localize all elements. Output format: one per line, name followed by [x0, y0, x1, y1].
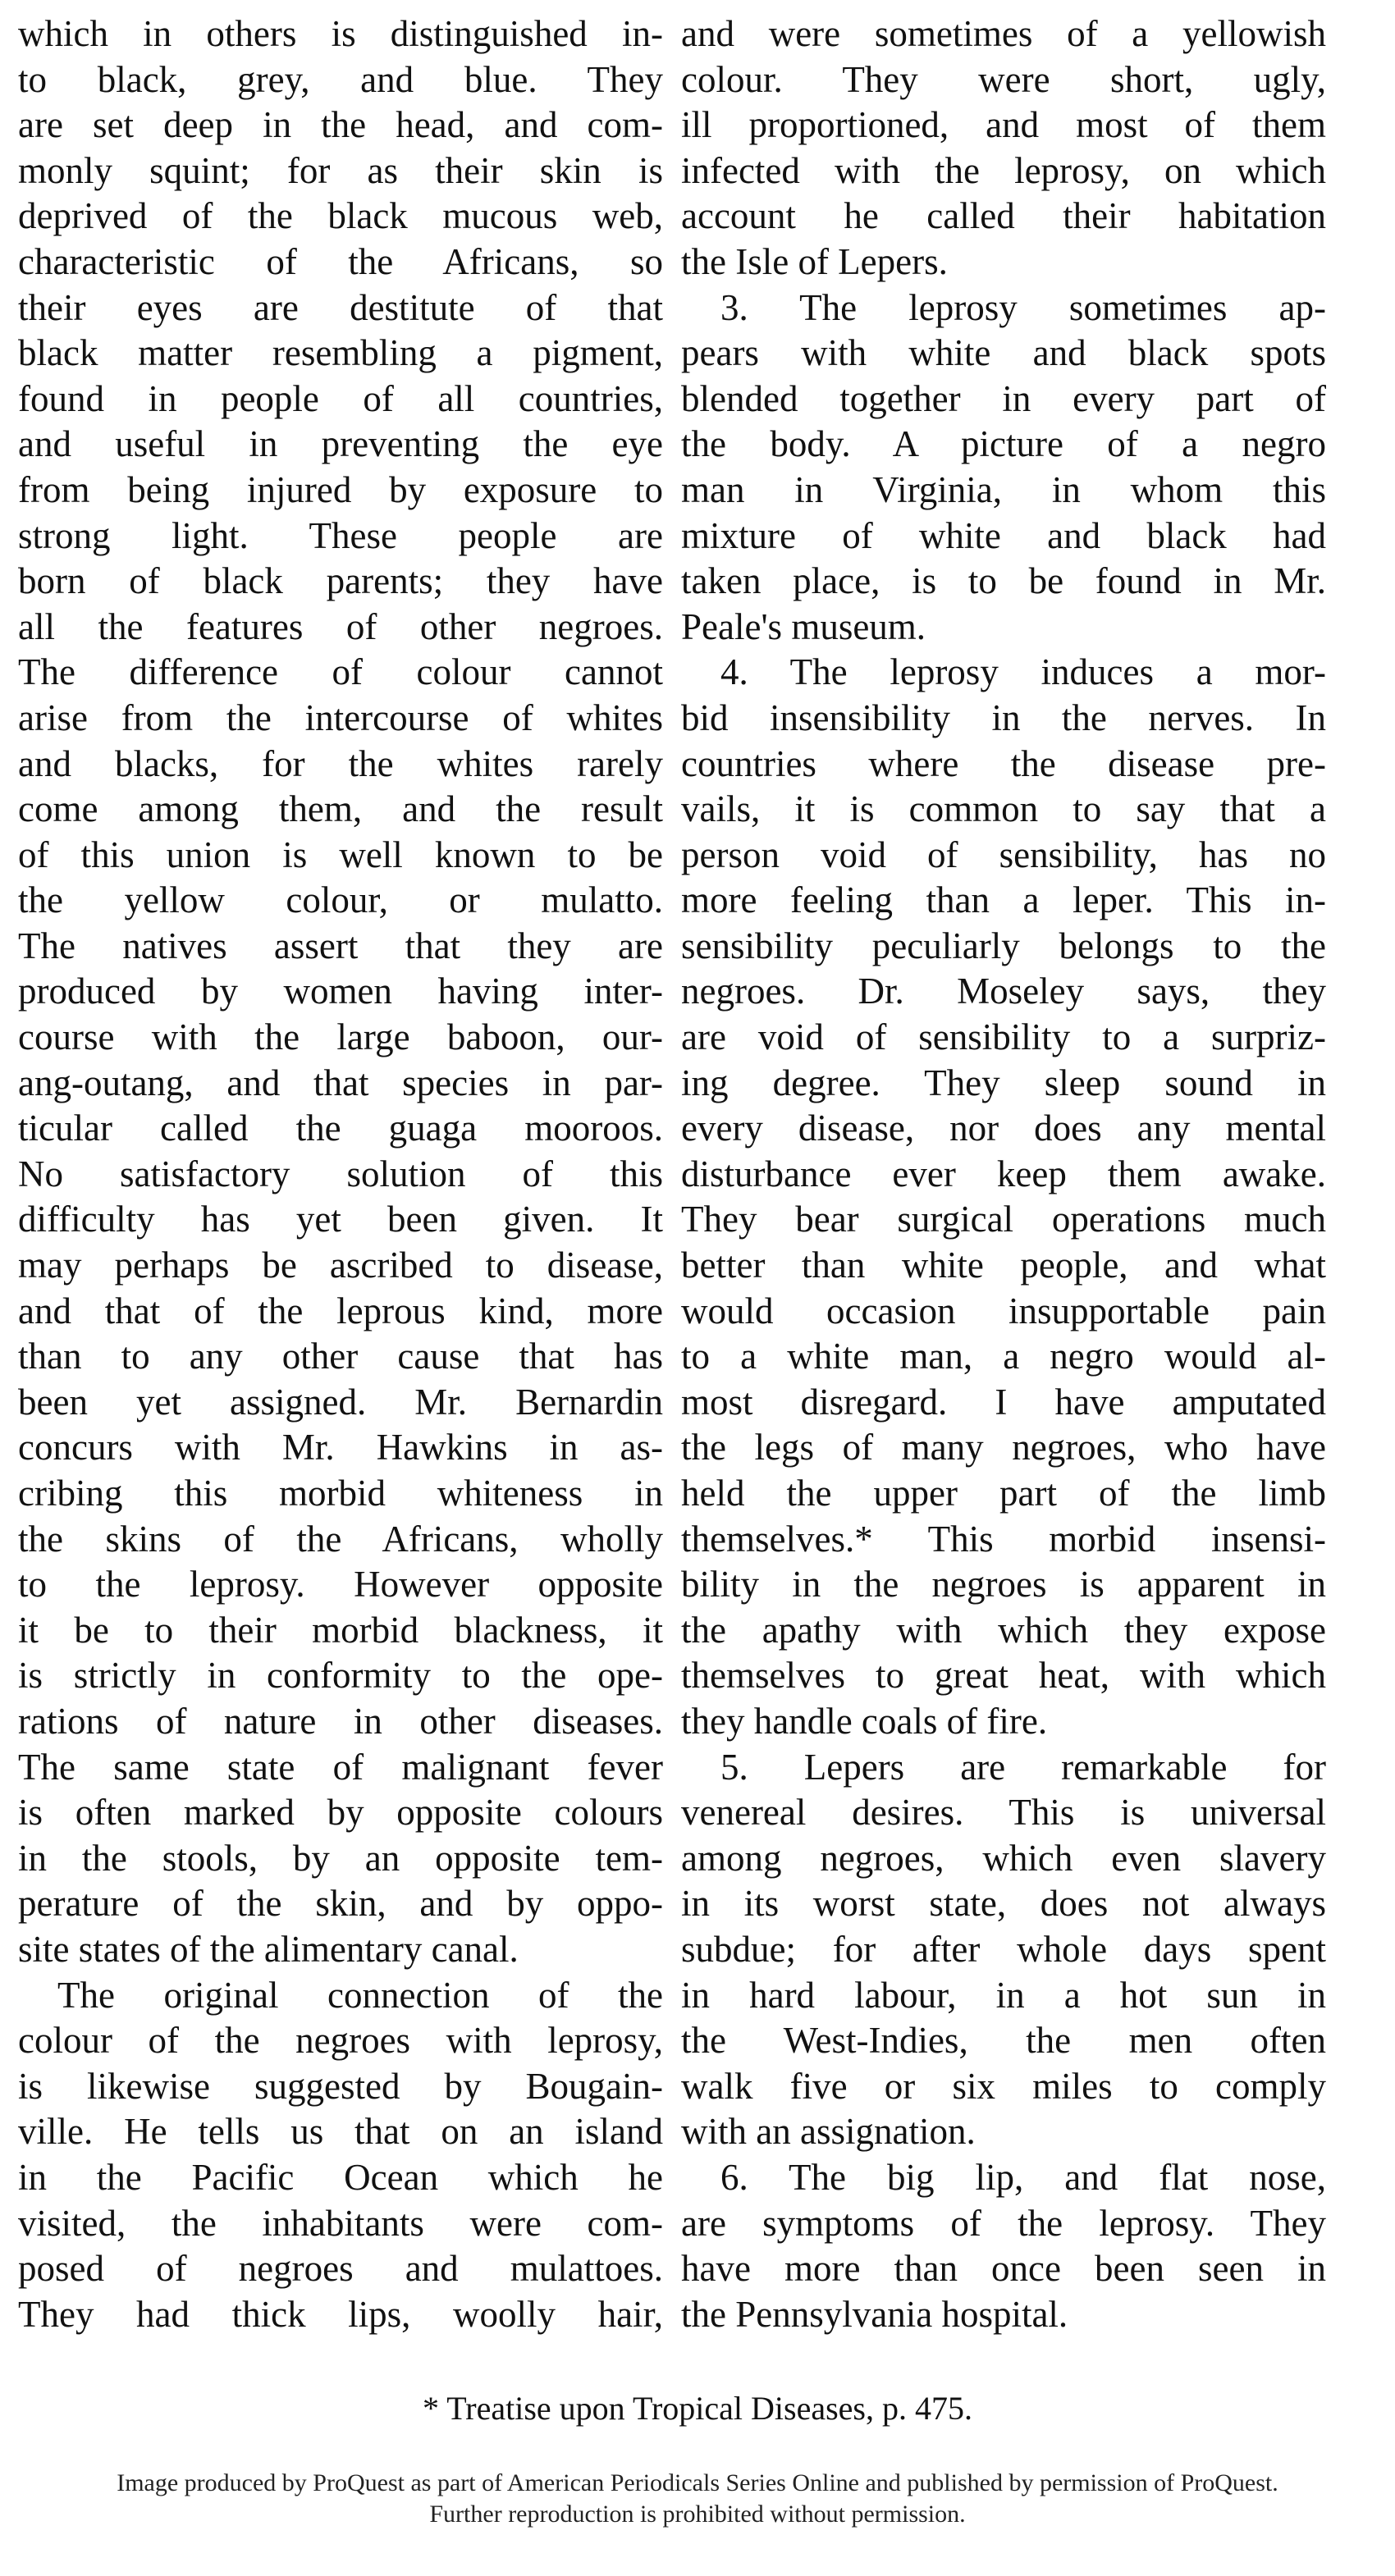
copyright-line: Image produced by ProQuest as part of American Periodicals Series Online and published by permission of ProQuest.	[117, 2469, 1278, 2496]
text-line: the Isle of Lepers.	[681, 240, 948, 282]
text-line: cribing this morbid whiteness in	[18, 1473, 663, 1514]
text-line: and useful in preventing the eye	[18, 423, 663, 465]
text-line: held the upper part of the limb	[681, 1473, 1326, 1514]
text-line: The same state of malignant fever	[18, 1746, 663, 1788]
text-line: black matter resembling a pigment,	[18, 332, 663, 374]
text-line: ill proportioned, and most of them	[681, 104, 1326, 146]
text-line: born of black parents; they have	[18, 560, 663, 602]
text-line: infected with the leprosy, on which	[681, 149, 1326, 191]
text-line: from being injured by exposure to	[18, 468, 663, 510]
text-line: which in others is distinguished in-	[18, 13, 663, 54]
text-line: difficulty has yet been given. It	[18, 1199, 663, 1240]
text-line: their eyes are destitute of that	[18, 286, 663, 328]
text-line: with an assignation.	[681, 2111, 976, 2153]
text-line: the skins of the Africans, wholly	[18, 1518, 663, 1560]
text-line: ville. He tells us that on an island	[18, 2111, 663, 2153]
text-line: ticular called the guaga mooroos.	[18, 1108, 663, 1149]
text-line: monly squint; for as their skin is	[18, 149, 663, 191]
text-line: are set deep in the head, and com-	[18, 104, 663, 146]
text-line: site states of the alimentary canal.	[18, 1928, 519, 1970]
text-line: is strictly in conformity to the ope-	[18, 1655, 663, 1697]
text-line: of this union is well known to be	[18, 834, 663, 875]
text-line: colour of the negroes with leprosy,	[18, 2020, 663, 2062]
text-line: account he called their habitation	[681, 195, 1326, 237]
text-line: have more than once been seen in	[681, 2248, 1326, 2290]
text-line: may perhaps be ascribed to disease,	[18, 1245, 663, 1286]
text-line: No satisfactory solution of this	[18, 1153, 663, 1194]
text-line: the yellow colour, or mulatto.	[18, 879, 663, 921]
text-line: better than white people, and what	[681, 1245, 1326, 1286]
text-line: the legs of many negroes, who have	[681, 1427, 1326, 1468]
text-line: 4. The leprosy induces a mor-	[720, 651, 1326, 693]
text-line: rations of nature in other diseases.	[18, 1700, 663, 1742]
text-line: venereal desires. This is universal	[681, 1792, 1326, 1834]
text-line: Peale's museum.	[681, 605, 926, 647]
text-line: 6. The big lip, and flat nose,	[720, 2156, 1326, 2198]
text-line: countries where the disease pre-	[681, 742, 1326, 784]
text-line: perature of the skin, and by oppo-	[18, 1883, 663, 1925]
text-line: all the features of other negroes.	[18, 605, 663, 647]
text-line: the Pennsylvania hospital.	[681, 2293, 1068, 2335]
text-line: subdue; for after whole days spent	[681, 1928, 1326, 1970]
text-line: bility in the negroes is apparent in	[681, 1564, 1326, 1605]
text-line: pears with white and black spots	[681, 332, 1326, 374]
text-line: The original connection of the	[57, 1974, 663, 2016]
text-line: strong light. These people are	[18, 514, 663, 556]
text-line: are void of sensibility to a surpriz-	[681, 1016, 1326, 1058]
text-line: to the leprosy. However opposite	[18, 1564, 663, 1605]
text-line: is likewise suggested by Bougain-	[18, 2065, 663, 2107]
text-line: most disregard. I have amputated	[681, 1381, 1326, 1423]
text-line: 5. Lepers are remarkable for	[720, 1746, 1326, 1788]
text-line: vails, it is common to say that a	[681, 788, 1326, 830]
text-line: to a white man, a negro would al-	[681, 1336, 1326, 1377]
text-line: The natives assert that they are	[18, 925, 663, 966]
text-line: among negroes, which even slavery	[681, 1837, 1326, 1879]
text-line: is often marked by opposite colours	[18, 1792, 663, 1834]
left-column	[18, 11, 663, 2337]
text-line: are symptoms of the leprosy. They	[681, 2202, 1326, 2244]
text-line: found in people of all countries,	[18, 377, 663, 419]
text-line: in the Pacific Ocean which he	[18, 2156, 663, 2198]
text-line: deprived of the black mucous web,	[18, 195, 663, 237]
text-line: in its worst state, does not always	[681, 1883, 1326, 1925]
footnote: * Treatise upon Tropical Diseases, p. 475.	[423, 2390, 972, 2427]
text-line: concurs with Mr. Hawkins in as-	[18, 1427, 663, 1468]
text-line: produced by women having inter-	[18, 971, 663, 1012]
text-line: taken place, is to be found in Mr.	[681, 560, 1326, 602]
text-line: arise from the intercourse of whites	[18, 697, 663, 738]
text-line: visited, the inhabitants were com-	[18, 2202, 663, 2244]
text-line: more feeling than a leper. This in-	[681, 879, 1326, 921]
text-line: characteristic of the Africans, so	[18, 240, 663, 282]
text-line: person void of sensibility, has no	[681, 834, 1326, 875]
text-line: posed of negroes and mulattoes.	[18, 2248, 663, 2290]
text-line: would occasion insupportable pain	[681, 1290, 1326, 1331]
text-line: sensibility peculiarly belongs to the	[681, 925, 1326, 966]
copyright-notice	[0, 2468, 1395, 2530]
text-line: mixture of white and black had	[681, 514, 1326, 556]
text-line: every disease, nor does any mental	[681, 1108, 1326, 1149]
text-line: the body. A picture of a negro	[681, 423, 1326, 465]
right-column	[681, 11, 1326, 2337]
text-line: blended together in every part of	[681, 377, 1326, 419]
text-line: man in Virginia, in whom this	[681, 468, 1326, 510]
text-line: the apathy with which they expose	[681, 1609, 1326, 1651]
text-line: in hard labour, in a hot sun in	[681, 1974, 1326, 2016]
text-line: themselves.* This morbid insensi-	[681, 1518, 1326, 1560]
text-line: ang-outang, and that species in par-	[18, 1062, 663, 1103]
text-line: bid insensibility in the nerves. In	[681, 697, 1326, 738]
text-line: colour. They were short, ugly,	[681, 58, 1326, 100]
text-line: They bear surgical operations much	[681, 1199, 1326, 1240]
text-line: The difference of colour cannot	[18, 651, 663, 693]
text-line: they handle coals of fire.	[681, 1700, 1048, 1742]
text-line: They had thick lips, woolly hair,	[18, 2293, 663, 2335]
text-line: the West-Indies, the men often	[681, 2020, 1326, 2062]
text-line: disturbance ever keep them awake.	[681, 1153, 1326, 1194]
text-line: in the stools, by an opposite tem-	[18, 1837, 663, 1879]
text-line: and blacks, for the whites rarely	[18, 742, 663, 784]
text-line: been yet assigned. Mr. Bernardin	[18, 1381, 663, 1423]
text-line: come among them, and the result	[18, 788, 663, 830]
text-line: and that of the leprous kind, more	[18, 1290, 663, 1331]
text-line: it be to their morbid blackness, it	[18, 1609, 663, 1651]
text-line: and were sometimes of a yellowish	[681, 13, 1326, 54]
text-line: ing degree. They sleep sound in	[681, 1062, 1326, 1103]
text-line: walk five or six miles to comply	[681, 2065, 1326, 2107]
text-line: themselves to great heat, with which	[681, 1655, 1326, 1697]
copyright-line: Further reproduction is prohibited without permission.	[429, 2501, 966, 2528]
text-line: 3. The leprosy sometimes ap-	[720, 286, 1326, 328]
text-line: course with the large baboon, our-	[18, 1016, 663, 1058]
text-line: than to any other cause that has	[18, 1336, 663, 1377]
text-line: to black, grey, and blue. They	[18, 58, 663, 100]
text-line: negroes. Dr. Moseley says, they	[681, 971, 1326, 1012]
